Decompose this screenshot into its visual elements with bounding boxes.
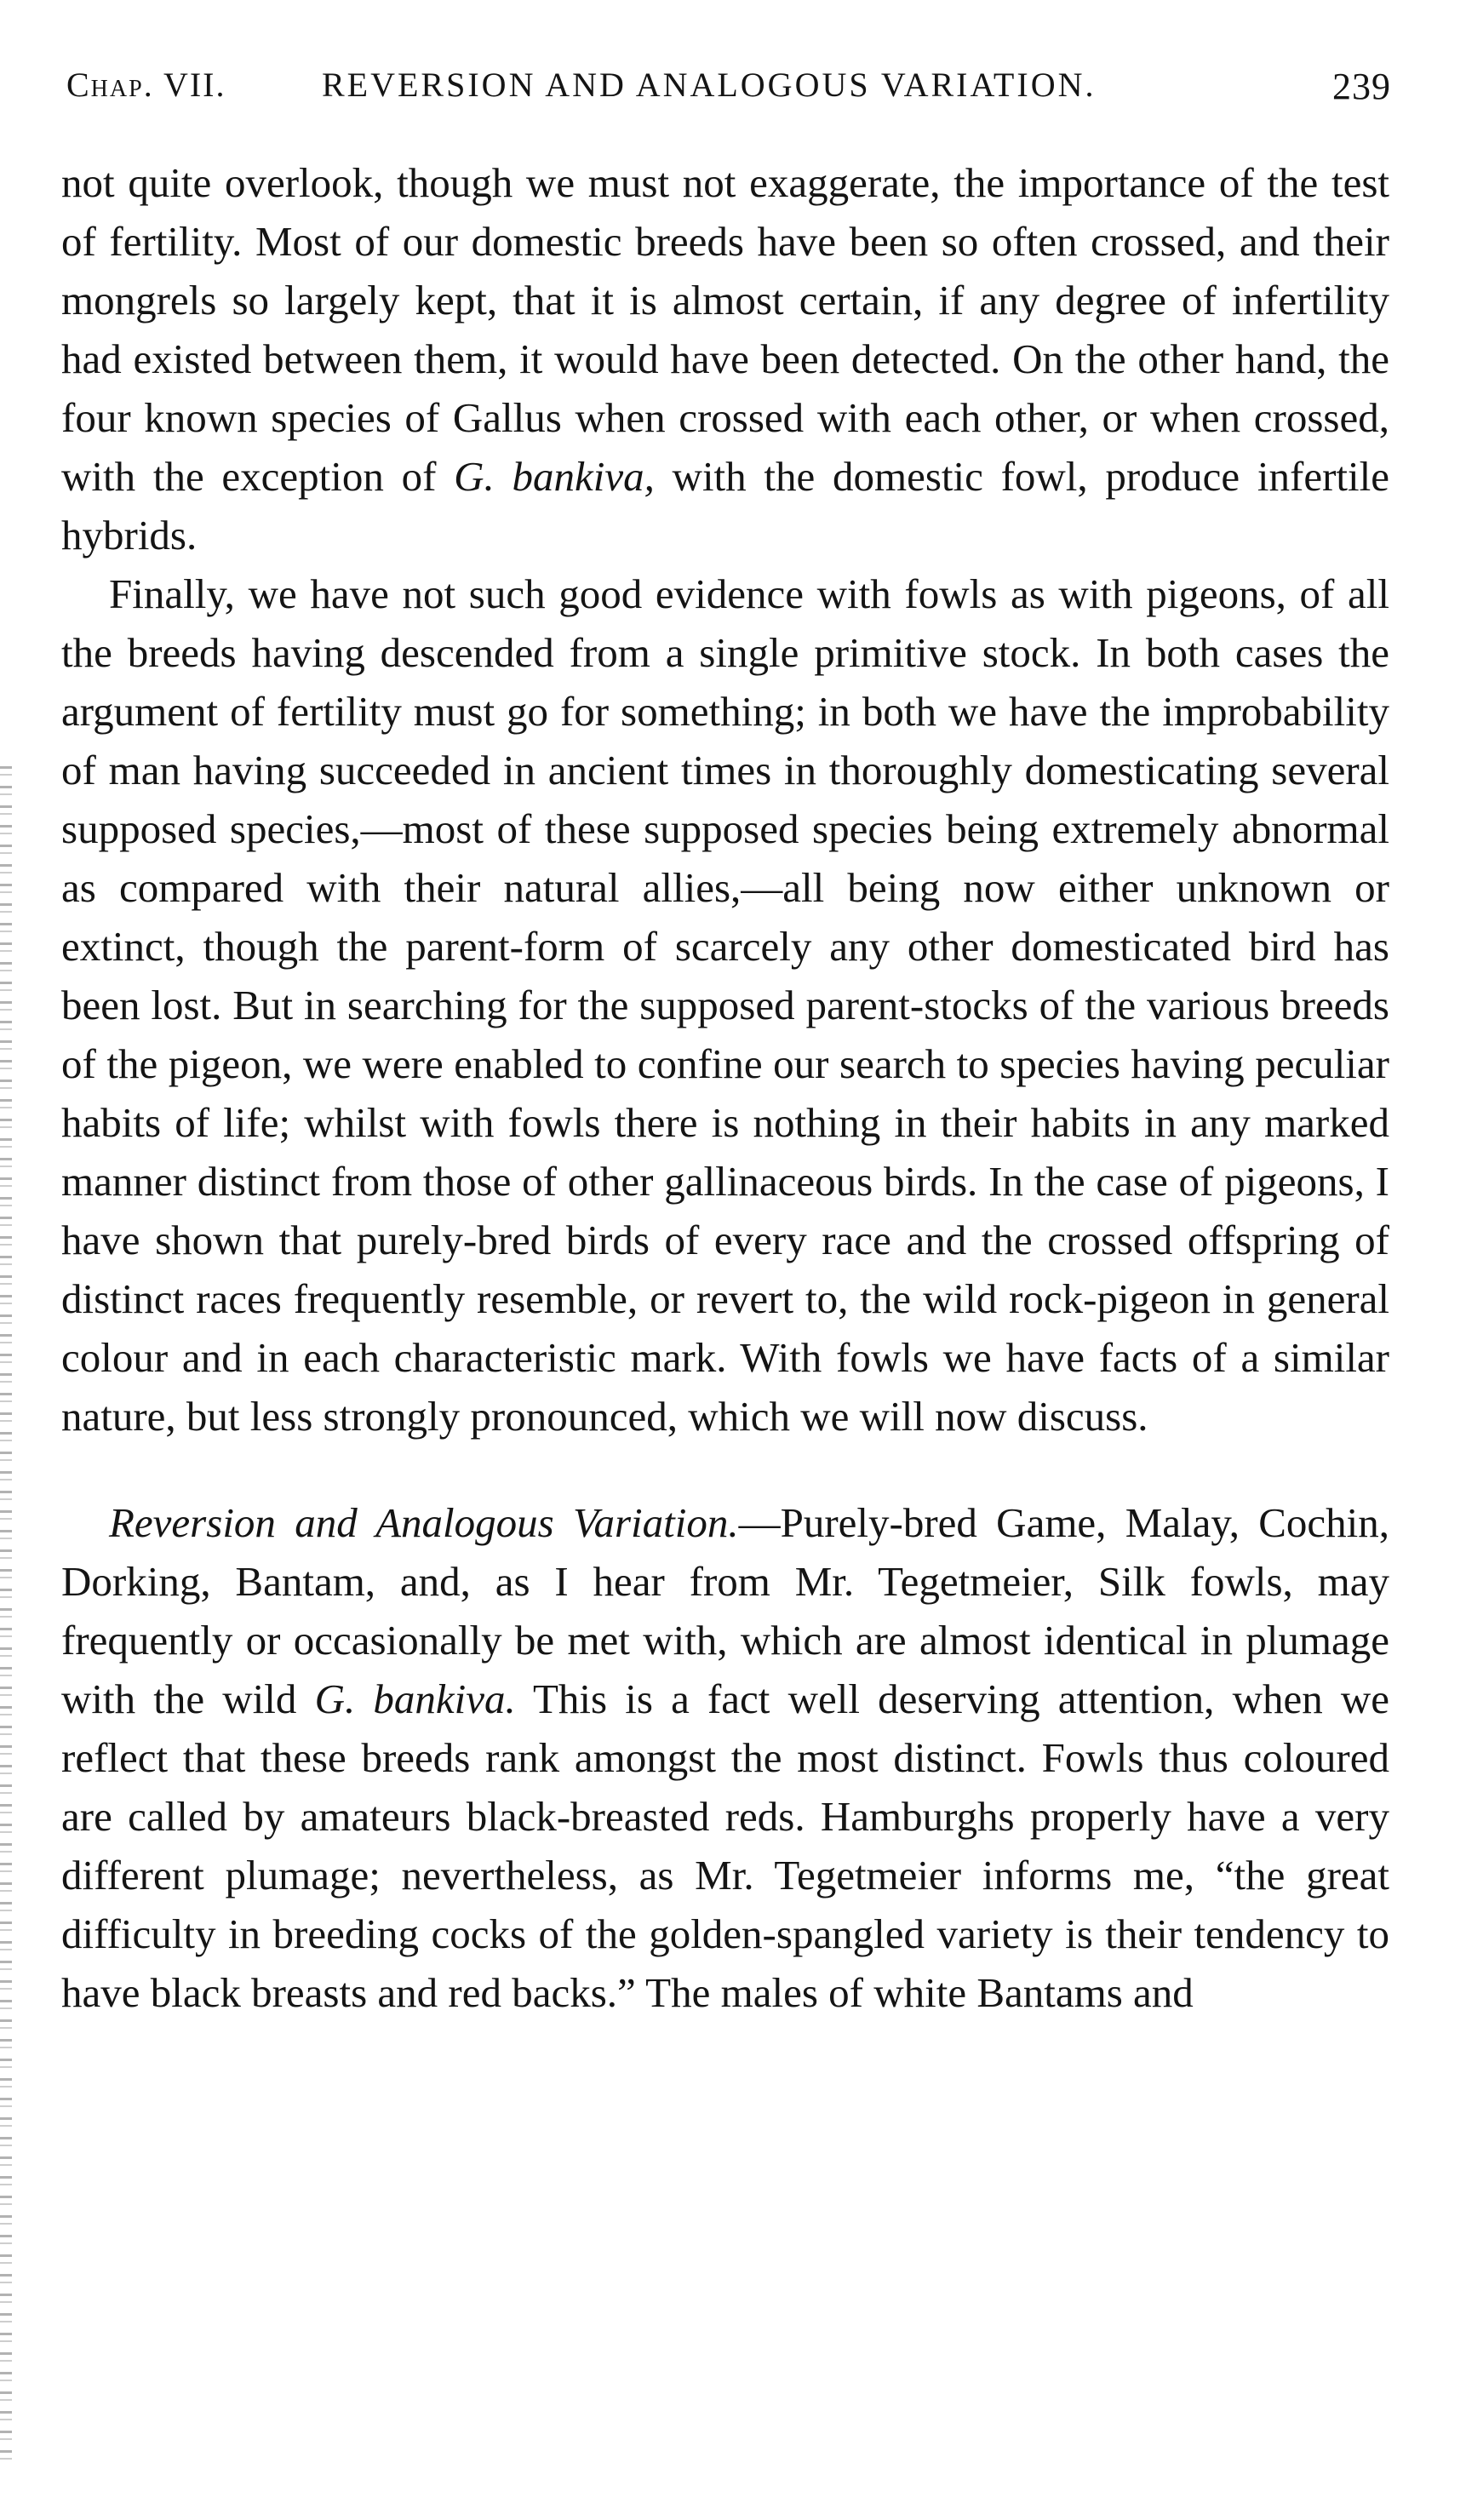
paragraph-text-end: with the domestic fowl, produce infertile hybrids. [61,453,1389,558]
species-name: G. bankiva, [454,453,655,500]
paragraph-reversion [61,1493,1389,2022]
section-heading: Reversion and Analogous Variation. [109,1499,739,1546]
running-title: REVERSION AND ANALOGOUS VARIATION. [322,66,1097,104]
paragraph-continuation [61,153,1389,564]
paragraph-text: —Purely-bred Game, Malay, Cochin, Dorking, Bantam, and, as I hear from Mr. Tegetmeier, Silk fowls, may frequently or occasionally be met with, which are almost identical in plumage with the wild [61,1499,1389,1722]
paragraph-text: Finally, we have not such good evidence with fowls as with pigeons, of all the breeds having descended from a single primitive stock. In both cases the argument of fertility must go for something; in both we have the improbability of man having succeeded in ancient times in thoroughly domesticating several supposed species,—most of these supposed species being extremely abnormal as compared with their natural allies,—all being now either unknown or extinct, though the parent-form of scarcely any other domesticated bird has been lost. But in searching for the supposed parent-stocks of the various breeds of the pigeon, we were enabled to confine our search to species having peculiar habits of life; whilst with fowls there is nothing in their habits in any marked manner distinct from those of other gallinaceous birds. In the case of pigeons, I have shown that purely-bred birds of every race and the crossed offspring of distinct races frequently resemble, or revert to, the wild rock-pigeon in general colour and in each characteristic mark. With fowls we have facts of a similar nature, but less strongly pronounced, which we will now discuss. [61,570,1389,1440]
species-name: G. bankiva. [314,1675,516,1722]
scan-edge-speckle [0,766,12,2469]
chapter-label: Chap. VII. [66,66,226,104]
running-header [66,65,1391,116]
paragraph-finally [61,564,1389,1446]
paragraph-text: not quite overlook, though we must not exaggerate, the importance of the test of fertility. Most of our domestic breeds have been so often crossed, and their mongrels so largely kept, that it is almost certain, if any degree of infertility had existed between them, it would have been detected. On the other hand, the four known species of Gallus when crossed with each other, or when crossed, with the exception of [61,159,1389,500]
paragraph-text-end: This is a fact well deserving attention, when we reflect that these breeds rank amongst the most distinct. Fowls thus coloured are called by amateurs black-breasted reds. Hamburghs properly have a very different plumage; nevertheless, as Mr. Tegetmeier informs me, “the great difficulty in breeding cocks of the golden-spangled variety is their tendency to have black breasts and red backs.” The males of white Bantams and [61,1675,1390,2016]
page-body [61,153,1389,2022]
page-number: 239 [1332,66,1391,107]
